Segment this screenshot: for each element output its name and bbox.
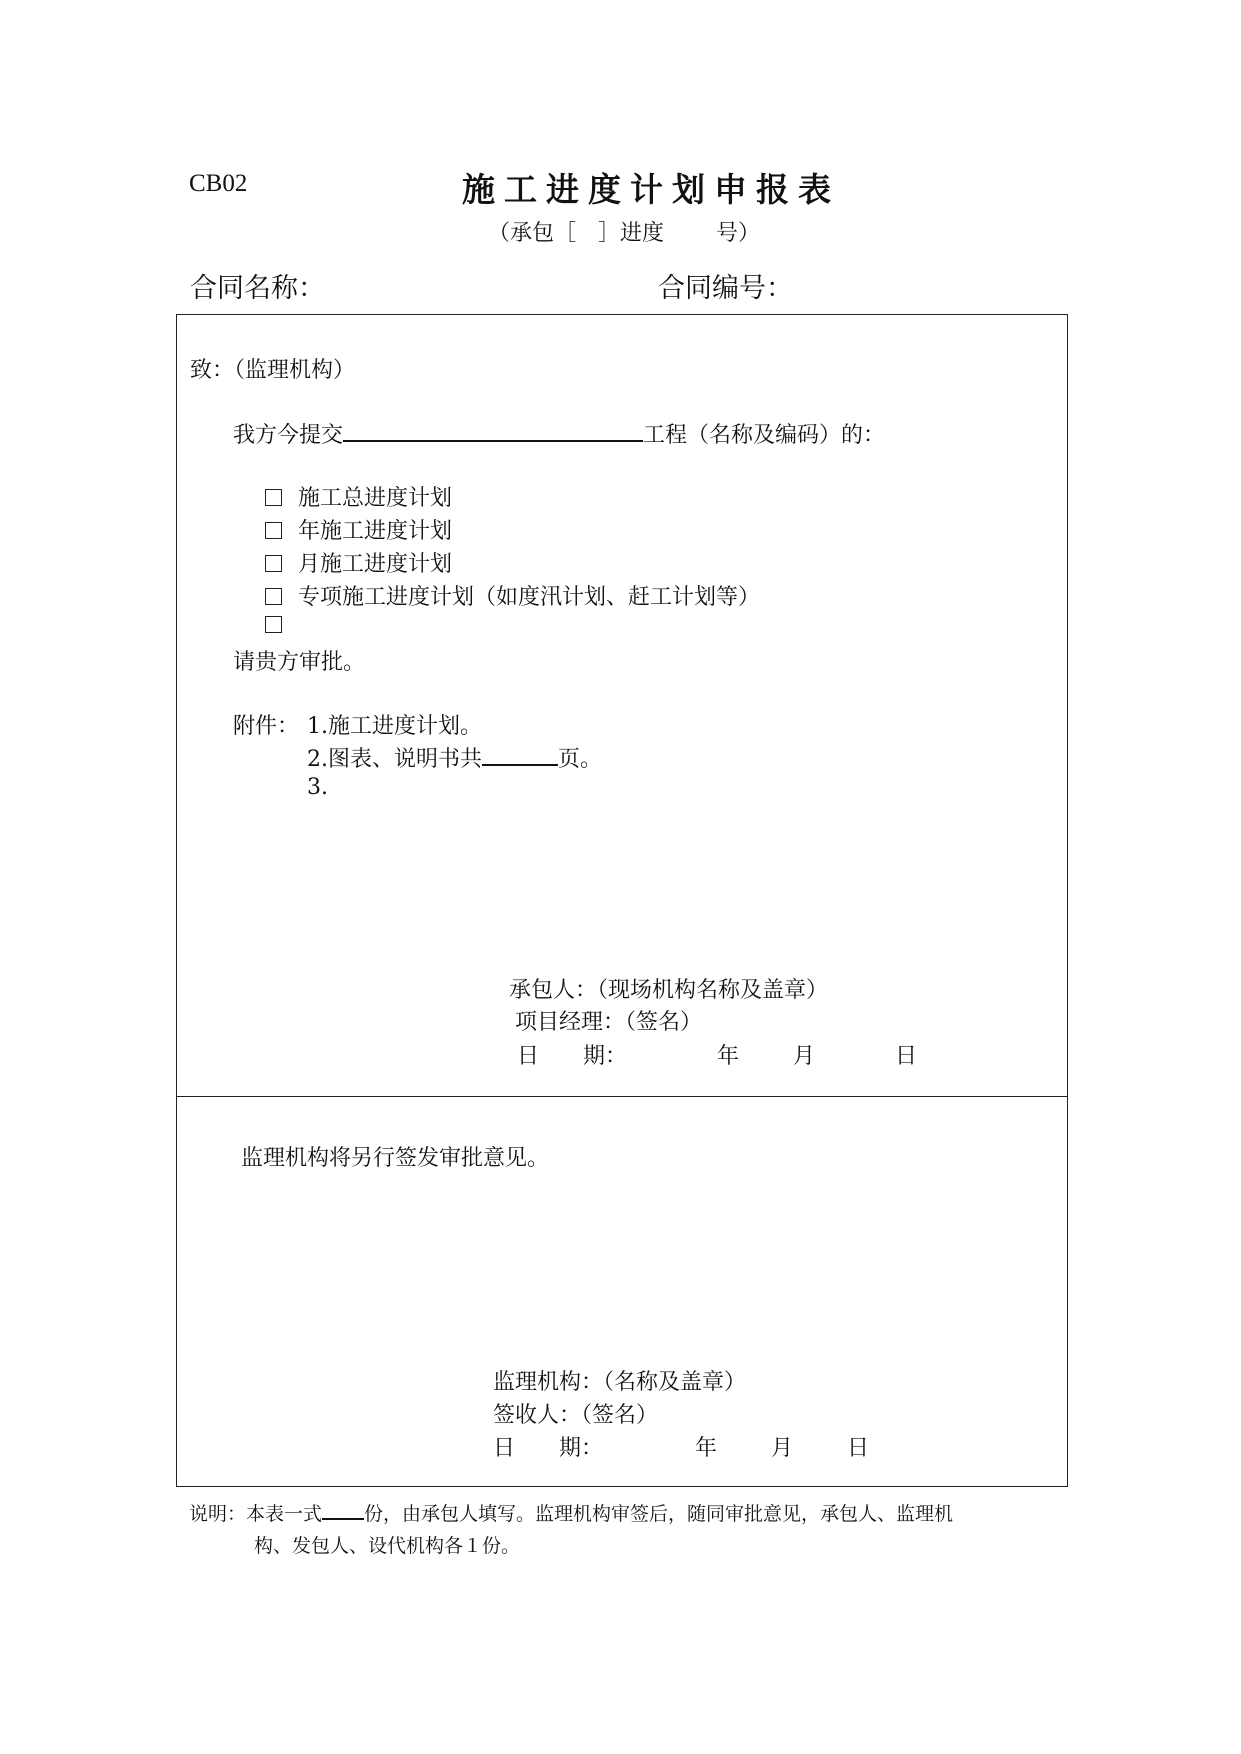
receiver-label: 签收人：（签名） [493,1403,659,1428]
checkbox[interactable] [265,489,282,506]
option-row [265,547,452,578]
request-text: 请贵方审批。 [233,650,366,675]
to-label: 致：（监理机构） [190,358,356,383]
checkbox[interactable] [265,588,282,605]
submit-line [233,418,885,449]
form-subtitle [488,216,760,247]
date-label: 日 期： [493,1436,604,1461]
month-label: 月 [771,1436,794,1461]
checkbox[interactable] [265,555,282,572]
subtitle-suffix: 号） [716,221,761,246]
month-label: 月 [793,1044,816,1069]
contract-no-label: 合同编号： [658,273,793,304]
contractor-label: 承包人：（现场机构名称及盖章） [509,978,829,1003]
opinion-text: 监理机构将另行签发审批意见。 [241,1146,550,1171]
project-name-field[interactable] [343,420,643,442]
form-title: 施工进度计划申报表 [462,170,840,209]
subtitle-mid: ］进度 [598,221,665,246]
contract-name-label: 合同名称： [190,273,325,304]
attachment-2 [307,742,602,773]
year-label: 年 [717,1044,740,1069]
option-row [265,481,452,512]
option-label: 专项施工进度计划（如度汛计划、赶工计划等） [298,585,761,610]
option-row [265,514,452,545]
section-divider [177,1096,1067,1097]
submit-suffix: 工程（名称及编码）的： [643,423,886,448]
subtitle-prefix: （承包［ [488,221,577,246]
date-label: 日 期： [517,1044,628,1069]
attach-2-suffix: 页。 [558,747,603,772]
checkbox[interactable] [265,522,282,539]
submit-prefix: 我方今提交 [233,423,344,448]
option-label: 月施工进度计划 [298,552,453,577]
attach-2-prefix: 2.图表、说明书共 [307,747,482,772]
checkbox[interactable] [265,616,282,633]
supervisor-label: 监理机构：（名称及盖章） [493,1370,747,1395]
form-code: CB02 [189,170,248,197]
attachment-1: 1.施工进度计划。 [307,714,482,739]
year-label: 年 [695,1436,718,1461]
option-row [265,580,760,611]
footer-note-line1 [189,1499,953,1526]
day-label: 日 [847,1436,870,1461]
option-label: 年施工进度计划 [298,519,453,544]
page-count-field[interactable] [482,744,558,766]
option-row [265,613,298,638]
form-frame [176,314,1068,1487]
note-prefix: 说明：本表一式 [189,1503,323,1525]
footer-note-line2: 构、发包人、设代机构各１份。 [254,1535,521,1557]
note-middle: 份，由承包人填写。监理机构审签后，随同审批意见，承包人、监理机 [364,1503,954,1525]
option-label: 施工总进度计划 [298,486,453,511]
manager-label: 项目经理：（签名） [515,1010,703,1035]
copies-field[interactable] [322,1500,364,1520]
attachment-3: 3. [307,775,328,800]
attach-label: 附件： [233,714,300,739]
day-label: 日 [895,1044,918,1069]
